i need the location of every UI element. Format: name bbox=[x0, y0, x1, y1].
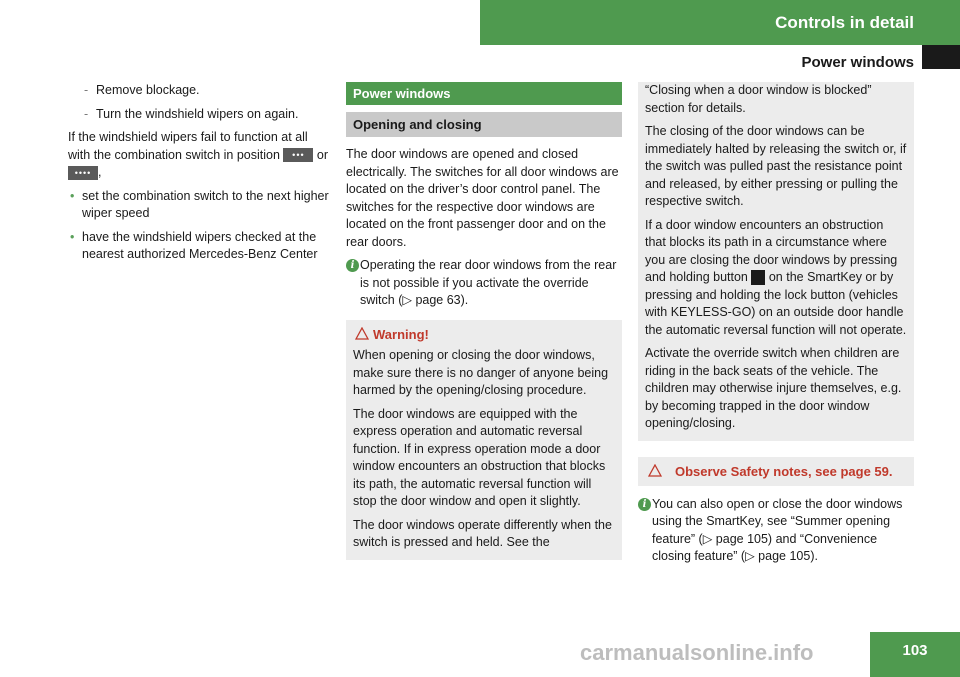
warning-box-continued bbox=[638, 82, 914, 441]
section-header: Controls in detail bbox=[480, 0, 960, 45]
section-title: Power windows bbox=[346, 82, 622, 105]
wiper-position-key-icon: •••• bbox=[68, 166, 98, 180]
warning-text: When opening or closing the door windows, make sure there is no danger of anyone being harmed by the opening/closing procedure. bbox=[353, 348, 609, 397]
info-icon: i bbox=[638, 498, 651, 511]
info-note: i Operating the rear door windows from the rear is not possible if you activate the override switch (▷ page 63). bbox=[346, 257, 622, 310]
page-number: 103 bbox=[870, 632, 960, 677]
subsection-title: Power windows bbox=[801, 54, 914, 71]
warning-title: Warning! bbox=[353, 326, 615, 344]
paragraph: The door windows are opened and closed electrically. The switches for all door windows are located on the driver’s door control panel. The switches for the respective door windows are located on the front passenger door and on the rear doors. bbox=[346, 147, 619, 249]
paragraph: If the windshield wipers fail to function at all with the combination switch in position ••• or •••• , bbox=[68, 130, 328, 179]
warning-text: The closing of the door windows can be immediately halted by releasing the switch or, if the switch was pulled past the resistance point and released, by either pressing or pulling the respective switch. bbox=[645, 124, 907, 208]
info-icon: i bbox=[346, 259, 359, 272]
bullet-item: • set the combination switch to the next higher wiper speed bbox=[68, 188, 330, 223]
column-middle bbox=[346, 82, 622, 560]
warning-text: “Closing when a door window is blocked” section for details. bbox=[645, 83, 872, 115]
section-subtitle: Opening and closing bbox=[346, 112, 622, 137]
safety-notes-box: Observe Safety notes, see page 59. bbox=[638, 457, 914, 486]
warning-icon bbox=[648, 464, 662, 477]
header-marker bbox=[922, 45, 960, 69]
warning-text: The door windows are equipped with the express operation and automatic reversal function. If in express operation mode a door window encounters an obstruction that blocks its path, the automatic reversal function will stop the door window and open it slightly. bbox=[353, 406, 606, 508]
step-item: - Turn the windshield wipers on again. bbox=[68, 106, 330, 124]
warning-text: If a door window encounters an obstruction that blocks its path in a circumstance where you are closing the door windows by pressing and holding button on the SmartKey or by pressing and holding the lock button (vehicles with KEYLESS-GO) on an outside door handle the automatic reversal function will not operate. bbox=[645, 217, 907, 337]
warning-text: The door windows operate differently when the switch is pressed and held. See the bbox=[353, 517, 612, 549]
lock-button-icon bbox=[751, 270, 765, 285]
column-left bbox=[68, 82, 330, 270]
warning-box bbox=[346, 320, 622, 560]
watermark: carmanualsonline.info bbox=[580, 640, 814, 665]
wiper-position-key-icon: ••• bbox=[283, 148, 313, 162]
bullet-item: • have the windshield wipers checked at the nearest authorized Mercedes-Benz Center bbox=[68, 229, 330, 264]
info-note: i You can also open or close the door windows using the SmartKey, see “Summer opening feature” (▷ page 105) and “Convenience closing feature” (▷ page 105). bbox=[638, 496, 914, 566]
warning-icon bbox=[355, 327, 369, 340]
column-right bbox=[638, 82, 914, 572]
warning-text: Activate the override switch when children are riding in the back seats of the vehicle. The children may otherwise injure themselves, e.g. by becoming trapped in the door window opening/closing. bbox=[645, 346, 902, 430]
step-item: - Remove blockage. bbox=[68, 82, 330, 100]
